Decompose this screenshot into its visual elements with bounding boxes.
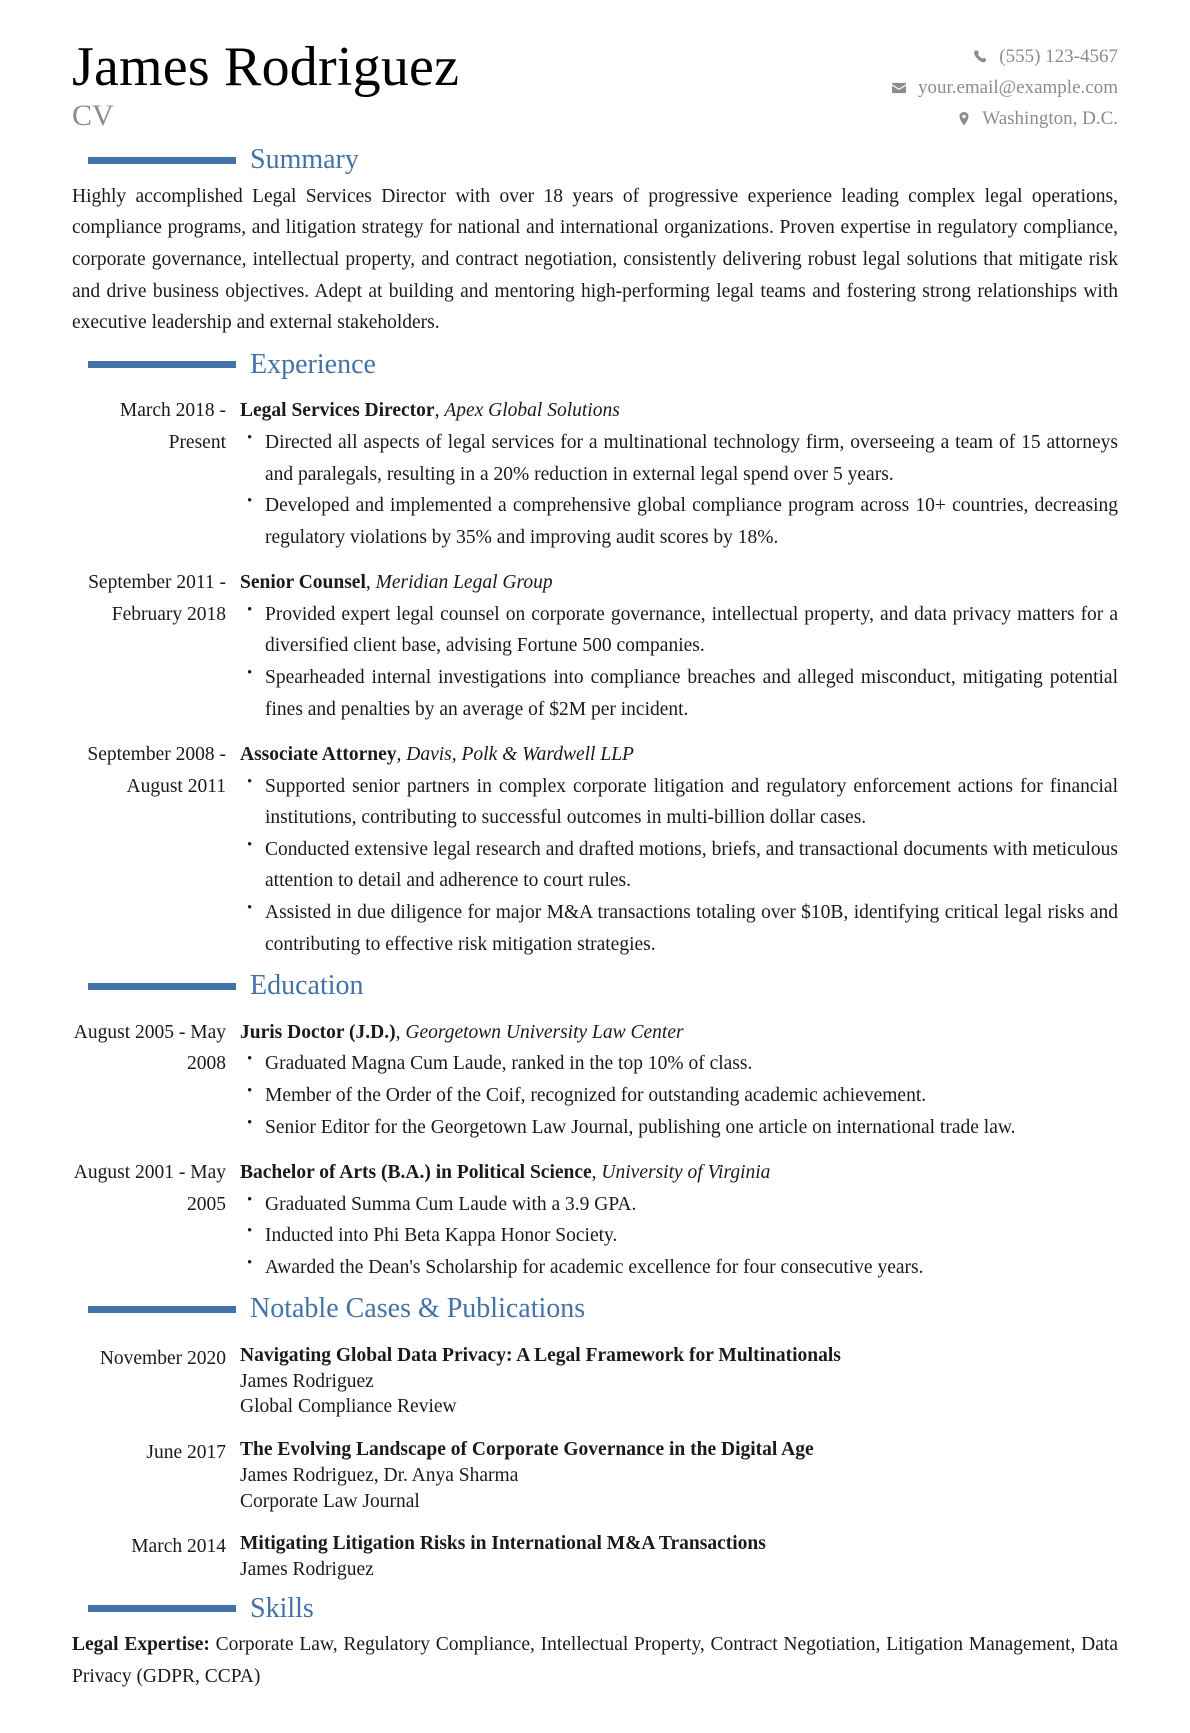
entry-degree: Juris Doctor (J.D.)	[240, 1021, 396, 1043]
publication-entry	[72, 1343, 1118, 1420]
section-rule	[88, 1605, 236, 1612]
list-item: • Assisted in due diligence for major M&A transactions totaling over $10B, identifying critical legal risks and contributing to effective risk mitigation strategies.	[240, 897, 1118, 960]
entry-bullets	[240, 1048, 1118, 1143]
entry-body	[240, 1157, 1118, 1283]
entry-heading	[240, 1157, 1118, 1189]
entry-institution: Georgetown University Law Center	[405, 1021, 684, 1043]
contact-location-text: Washington, D.C.	[982, 107, 1118, 129]
skills-line	[72, 1629, 1118, 1692]
section-heading-publications	[72, 1292, 1118, 1326]
map-pin-icon	[954, 109, 973, 128]
section-heading-experience	[72, 348, 1118, 382]
publication-body	[240, 1437, 1118, 1514]
education-entry	[72, 1157, 1118, 1283]
list-item: • Directed all aspects of legal services for a multinational technology firm, overseeing a team of 15 attorneys and paralegals, resulting in a 20% reduction in external legal spend over 5 years.	[240, 427, 1118, 490]
entry-body	[240, 395, 1118, 553]
entry-bullets	[240, 771, 1118, 960]
entry-date: September 2008 - August 2011	[87, 744, 226, 797]
publication-title: The Evolving Landscape of Corporate Governance in the Digital Age	[240, 1439, 814, 1461]
experience-entry	[72, 567, 1118, 725]
publication-authors: James Rodriguez	[240, 1370, 374, 1392]
section-title-summary: Summary	[250, 144, 359, 176]
list-item: • Senior Editor for the Georgetown Law Journal, publishing one article on international trade law.	[240, 1112, 1118, 1144]
section-rule	[88, 361, 236, 368]
entry-heading	[240, 1017, 1118, 1049]
contact-block	[890, 34, 1118, 134]
entry-separator: ,	[396, 744, 407, 766]
publication-venue: Global Compliance Review	[240, 1396, 457, 1418]
skills-items: Corporate Law, Regulatory Compliance, Intellectual Property, Contract Negotiation, Litigation Management, Data Privacy (GDPR, CCPA)	[72, 1634, 1118, 1688]
entry-separator: ,	[365, 572, 376, 594]
page-title: James Rodriguez	[72, 36, 460, 98]
publication-entry	[72, 1437, 1118, 1514]
entry-heading	[240, 567, 1118, 599]
list-item: • Member of the Order of the Coif, recognized for outstanding academic achievement.	[240, 1080, 1118, 1112]
entry-body	[240, 739, 1118, 960]
entry-role: Associate Attorney	[240, 744, 397, 766]
cv-header	[72, 34, 1118, 134]
entry-heading	[240, 395, 1118, 427]
contact-location	[890, 104, 1118, 135]
entry-institution: University of Virginia	[601, 1162, 771, 1184]
section-heading-summary	[72, 143, 1118, 177]
entry-bullets	[240, 1189, 1118, 1284]
entry-bullets	[240, 599, 1118, 725]
contact-email-text: your.email@example.com	[917, 76, 1118, 98]
entry-body	[240, 567, 1118, 725]
phone-icon	[971, 48, 990, 67]
entry-date: September 2011 - February 2018	[88, 572, 226, 625]
entry-separator: ,	[434, 400, 445, 422]
section-publications	[72, 1292, 1118, 1582]
list-item: • Provided expert legal counsel on corporate governance, intellectual property, and data privacy matters for a diversified client base, advising Fortune 500 companies.	[240, 599, 1118, 662]
publication-date: November 2020	[99, 1348, 226, 1370]
section-experience	[72, 348, 1118, 960]
contact-email	[890, 73, 1118, 104]
list-item: • Developed and implemented a comprehensive global compliance program across 10+ countries, decreasing regulatory violations by 35% and improving audit scores by 18%.	[240, 490, 1118, 553]
list-item: • Supported senior partners in complex corporate litigation and regulatory enforcement actions for financial institutions, contributing to successful outcomes in multi-billion dollar cases.	[240, 771, 1118, 834]
section-summary	[72, 143, 1118, 338]
entry-degree: Bachelor of Arts (B.A.) in Political Science	[240, 1162, 592, 1184]
entry-separator: ,	[591, 1162, 602, 1184]
publication-title: Navigating Global Data Privacy: A Legal Framework for Multinationals	[240, 1345, 841, 1367]
experience-entry	[72, 395, 1118, 553]
publication-date: March 2014	[131, 1536, 226, 1558]
document-subtitle: CV	[72, 99, 114, 133]
entry-date: August 2005 - May 2008	[73, 1021, 226, 1075]
section-heading-skills	[72, 1592, 1118, 1626]
entry-date: March 2018 - Present	[119, 400, 226, 453]
publication-date: June 2017	[146, 1442, 226, 1464]
publication-venue: Corporate Law Journal	[240, 1490, 420, 1512]
entry-org: Davis, Polk & Wardwell LLP	[406, 744, 634, 766]
publication-title: Mitigating Litigation Risks in International M&A Transactions	[240, 1533, 766, 1555]
education-entry	[72, 1017, 1118, 1143]
publication-authors: James Rodriguez, Dr. Anya Sharma	[240, 1464, 519, 1486]
list-item: • Conducted extensive legal research and drafted motions, briefs, and transactional documents with meticulous attention to detail and adherence to court rules.	[240, 834, 1118, 897]
entry-bullets	[240, 427, 1118, 553]
section-rule	[88, 1306, 236, 1313]
skills-category: Legal Expertise:	[72, 1634, 210, 1656]
entry-heading	[240, 739, 1118, 771]
publication-body	[240, 1343, 1118, 1420]
section-title-skills: Skills	[250, 1592, 314, 1624]
entry-body	[240, 1017, 1118, 1143]
entry-role: Senior Counsel	[240, 572, 366, 594]
publication-body	[240, 1531, 1118, 1582]
entry-org: Apex Global Solutions	[444, 400, 620, 422]
section-rule	[88, 157, 236, 164]
contact-phone	[890, 42, 1118, 73]
entry-role: Legal Services Director	[240, 400, 435, 422]
experience-entry	[72, 739, 1118, 960]
section-education	[72, 969, 1118, 1283]
section-title-publications: Notable Cases & Publications	[250, 1293, 586, 1325]
section-skills	[72, 1592, 1118, 1693]
list-item: • Spearheaded internal investigations into compliance breaches and alleged misconduct, mitigating potential fines and penalties by an average of $2M per incident.	[240, 662, 1118, 725]
publication-authors: James Rodriguez	[240, 1559, 374, 1581]
summary-text: Highly accomplished Legal Services Director with over 18 years of progressive experience leading complex legal operations, compliance programs, and litigation strategy for national and international organizations. Proven expertise in regulatory compliance, corporate governance, intellectual property, and contract negotiation, consistently delivering robust legal solutions that mitigate risk and drive business objectives. Adept at building and mentoring high-performing legal teams and fostering strong relationships with executive leadership and external stakeholders.	[72, 185, 1118, 334]
list-item: • Graduated Magna Cum Laude, ranked in the top 10% of class.	[240, 1048, 1118, 1080]
section-title-experience: Experience	[250, 348, 376, 380]
entry-date: August 2001 - May 2005	[73, 1162, 226, 1215]
contact-phone-text: (555) 123-4567	[999, 46, 1118, 67]
envelope-icon	[890, 79, 909, 98]
name-block	[72, 34, 459, 132]
entry-org: Meridian Legal Group	[375, 572, 553, 594]
entry-separator: ,	[395, 1021, 406, 1043]
list-item: • Inducted into Phi Beta Kappa Honor Society.	[240, 1220, 1118, 1252]
list-item: • Graduated Summa Cum Laude with a 3.9 GPA.	[240, 1189, 1118, 1221]
publication-entry	[72, 1531, 1118, 1582]
section-rule	[88, 983, 236, 990]
section-heading-education	[72, 969, 1118, 1003]
list-item: • Awarded the Dean's Scholarship for academic excellence for four consecutive years.	[240, 1252, 1118, 1284]
section-title-education: Education	[250, 970, 364, 1002]
